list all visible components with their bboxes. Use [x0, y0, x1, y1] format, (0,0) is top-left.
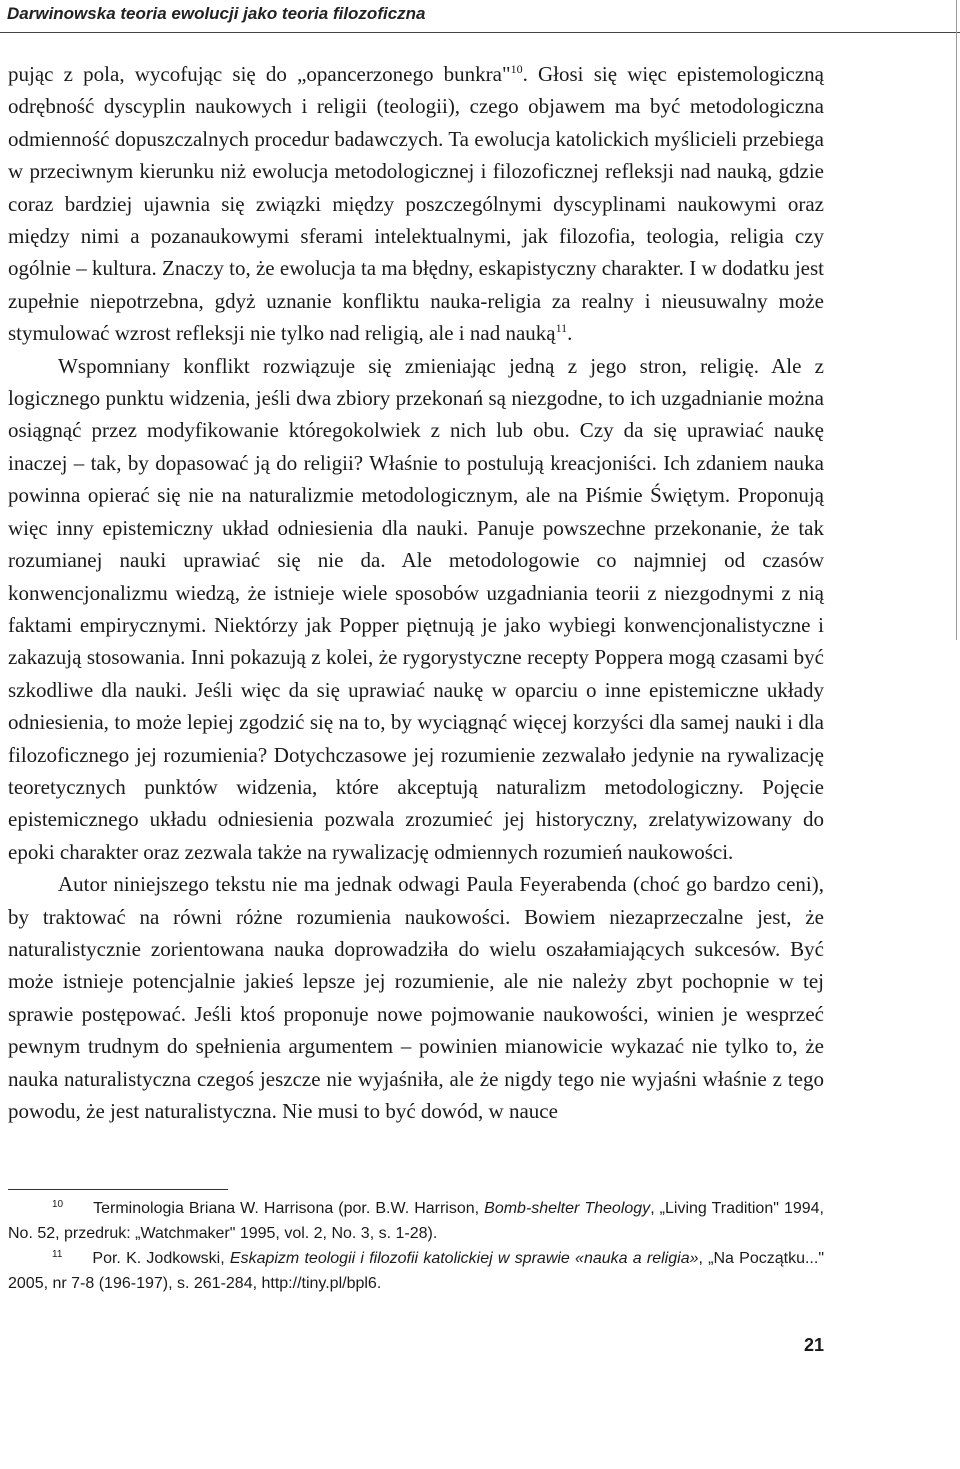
footnote-ref-10: 10	[510, 62, 523, 76]
footnote-marker: 11	[52, 1249, 63, 1260]
footnote-text: , „Na Początku..." 2005, nr 7-8 (196-197), s. 261-284, http://tiny.pl/bpl6.	[8, 1250, 824, 1292]
paragraph-3: Autor niniejszego tekstu nie ma jednak odwagi Paula Feyerabenda (choć go bardzo ceni), by traktować na równi różne rozumienia naukowości. Bowiem niezaprzeczalne jest, że naturalistycznie zorientowana nauka doprowadziła do wielu oszałamiających sukcesów. Być może istnieje potencjalnie jakieś lepsze jej rozumienie, ale nie należy zbyt pochopnie w tej sprawie postępować. Jeśli ktoś proponuje nowe pojmowanie naukowości, winien je wesprzeć pewnym trudnym do spełnienia argumentem – powinien mianowicie wykazać nie tylko to, że nauka naturalistyczna czegoś jeszcze nie wyjaśniła, ale że nigdy tego nie wyjaśni właśnie z tego powodu, że jest naturalistyczna. Nie musi to być dowód, w nauce	[8, 872, 824, 1123]
paragraph-1-part-2: . Głosi się więc epistemologiczną odrębność dyscyplin naukowych i religii (teologii), czego objawem ma być metodologiczna odmienność dopuszczalnych procedur badawczych. Ta ewolucja katolickich myślicieli przebiega w przeciwnym kierunku niż ewolucja metodologicznej i filozoficznej refleksji nad nauką, gdzie coraz bardziej ujawnia się związki między poszczególnymi dyscyplinami naukowymi oraz między nimi a pozanaukowymi sferami intelektualnymi, jak filozofia, teologia, religia czy ogólnie – kultura. Znaczy to, że ewolucja ta ma błędny, eskapistyczny charakter. I w dodatku jest zupełnie niepotrzebna, gdyż uznanie konfliktu nauka-religia za realny i nieusuwalny może stymulować wzrost refleksji nie tylko nad religią, ale i nad nauką	[8, 62, 824, 346]
footnote-10	[8, 1196, 824, 1246]
footnote-text: Terminologia Briana W. Harrisona (por. B.W. Harrison,	[93, 1200, 485, 1217]
footnote-cited-title: Eskapizm teologii i filozofii katolickiej w sprawie «nauka a religia»	[229, 1250, 699, 1267]
footnote-text: Por. K. Jodkowski,	[92, 1250, 230, 1267]
body-text	[8, 58, 824, 1127]
paragraph-1-part-1: pując z pola, wycofując się do „opancerzonego bunkra"	[8, 62, 511, 86]
footnote-text: , „Living Tradition" 1994, No. 52, przedruk: „Watchmaker" 1995, vol. 2, No. 3, s. 1-28).	[8, 1200, 824, 1242]
paragraph-2: Wspomniany konflikt rozwiązuje się zmieniając jedną z jego stron, religię. Ale z logicznego punktu widzenia, jeśli dwa zbiory przekonań są niezgodne, to ich uzgadnianie można osiągnąć przez modyfikowanie któregokolwiek z nich lub obu. Czy da się uprawiać naukę inaczej – tak, by dopasować ją do religii? Właśnie to postulują kreacjoniści. Ich zdaniem nauka powinna opierać się nie na naturalizmie metodologicznym, ale na Piśmie Świętym. Proponują więc inny epistemiczny układ odniesienia dla nauki. Panuje powszechne przekonanie, że tak rozumianej nauki uprawiać się nie da. Ale metodologowie co najmniej od czasów konwencjonalizmu wiedzą, że istnieje wiele sposobów uzgadniania teorii z niezgodnymi z nią faktami empirycznymi. Niektórzy jak Popper piętnują je jako wybiegi konwencjonalistyczne i zakazują stosowania. Inni pokazują z kolei, że rygorystyczne recepty Poppera mogą czasami być szkodliwe dla nauki. Jeśli więc da się uprawiać naukę w oparciu o inne epistemiczne układy odniesienia, to może lepiej zgodzić się na to, by wyciągnąć więcej korzyści dla samej nauki i dla filozoficznego jej rozumienia? Dotychczasowe jej rozumienie zezwalało jedynie na rywalizację teoretycznych punktów widzenia, które akceptują naturalizm metodologiczny. Pojęcie epistemicznego układu odniesienia pozwala zrozumieć jej historyczny, zrelatywizowany do epoki charakter oraz zezwala także na rywalizację odmiennych rozumień naukowości.	[8, 353, 824, 864]
footnotes	[8, 1196, 824, 1296]
footnote-rule	[8, 1189, 228, 1190]
page-number: 21	[803, 1335, 824, 1355]
footnote-cited-title: Bomb-shelter Theology	[484, 1200, 651, 1217]
running-header: Darwinowska teoria ewolucji jako teoria filozoficzna	[7, 4, 426, 23]
footnote-11	[8, 1246, 824, 1296]
header-rule	[0, 32, 960, 33]
paragraph-1-part-3: .	[567, 321, 573, 346]
paragraph-1	[8, 58, 824, 350]
footnote-ref-11: 11	[555, 321, 568, 336]
footnote-marker: 10	[52, 1199, 64, 1210]
page-edge-rule	[956, 0, 957, 640]
